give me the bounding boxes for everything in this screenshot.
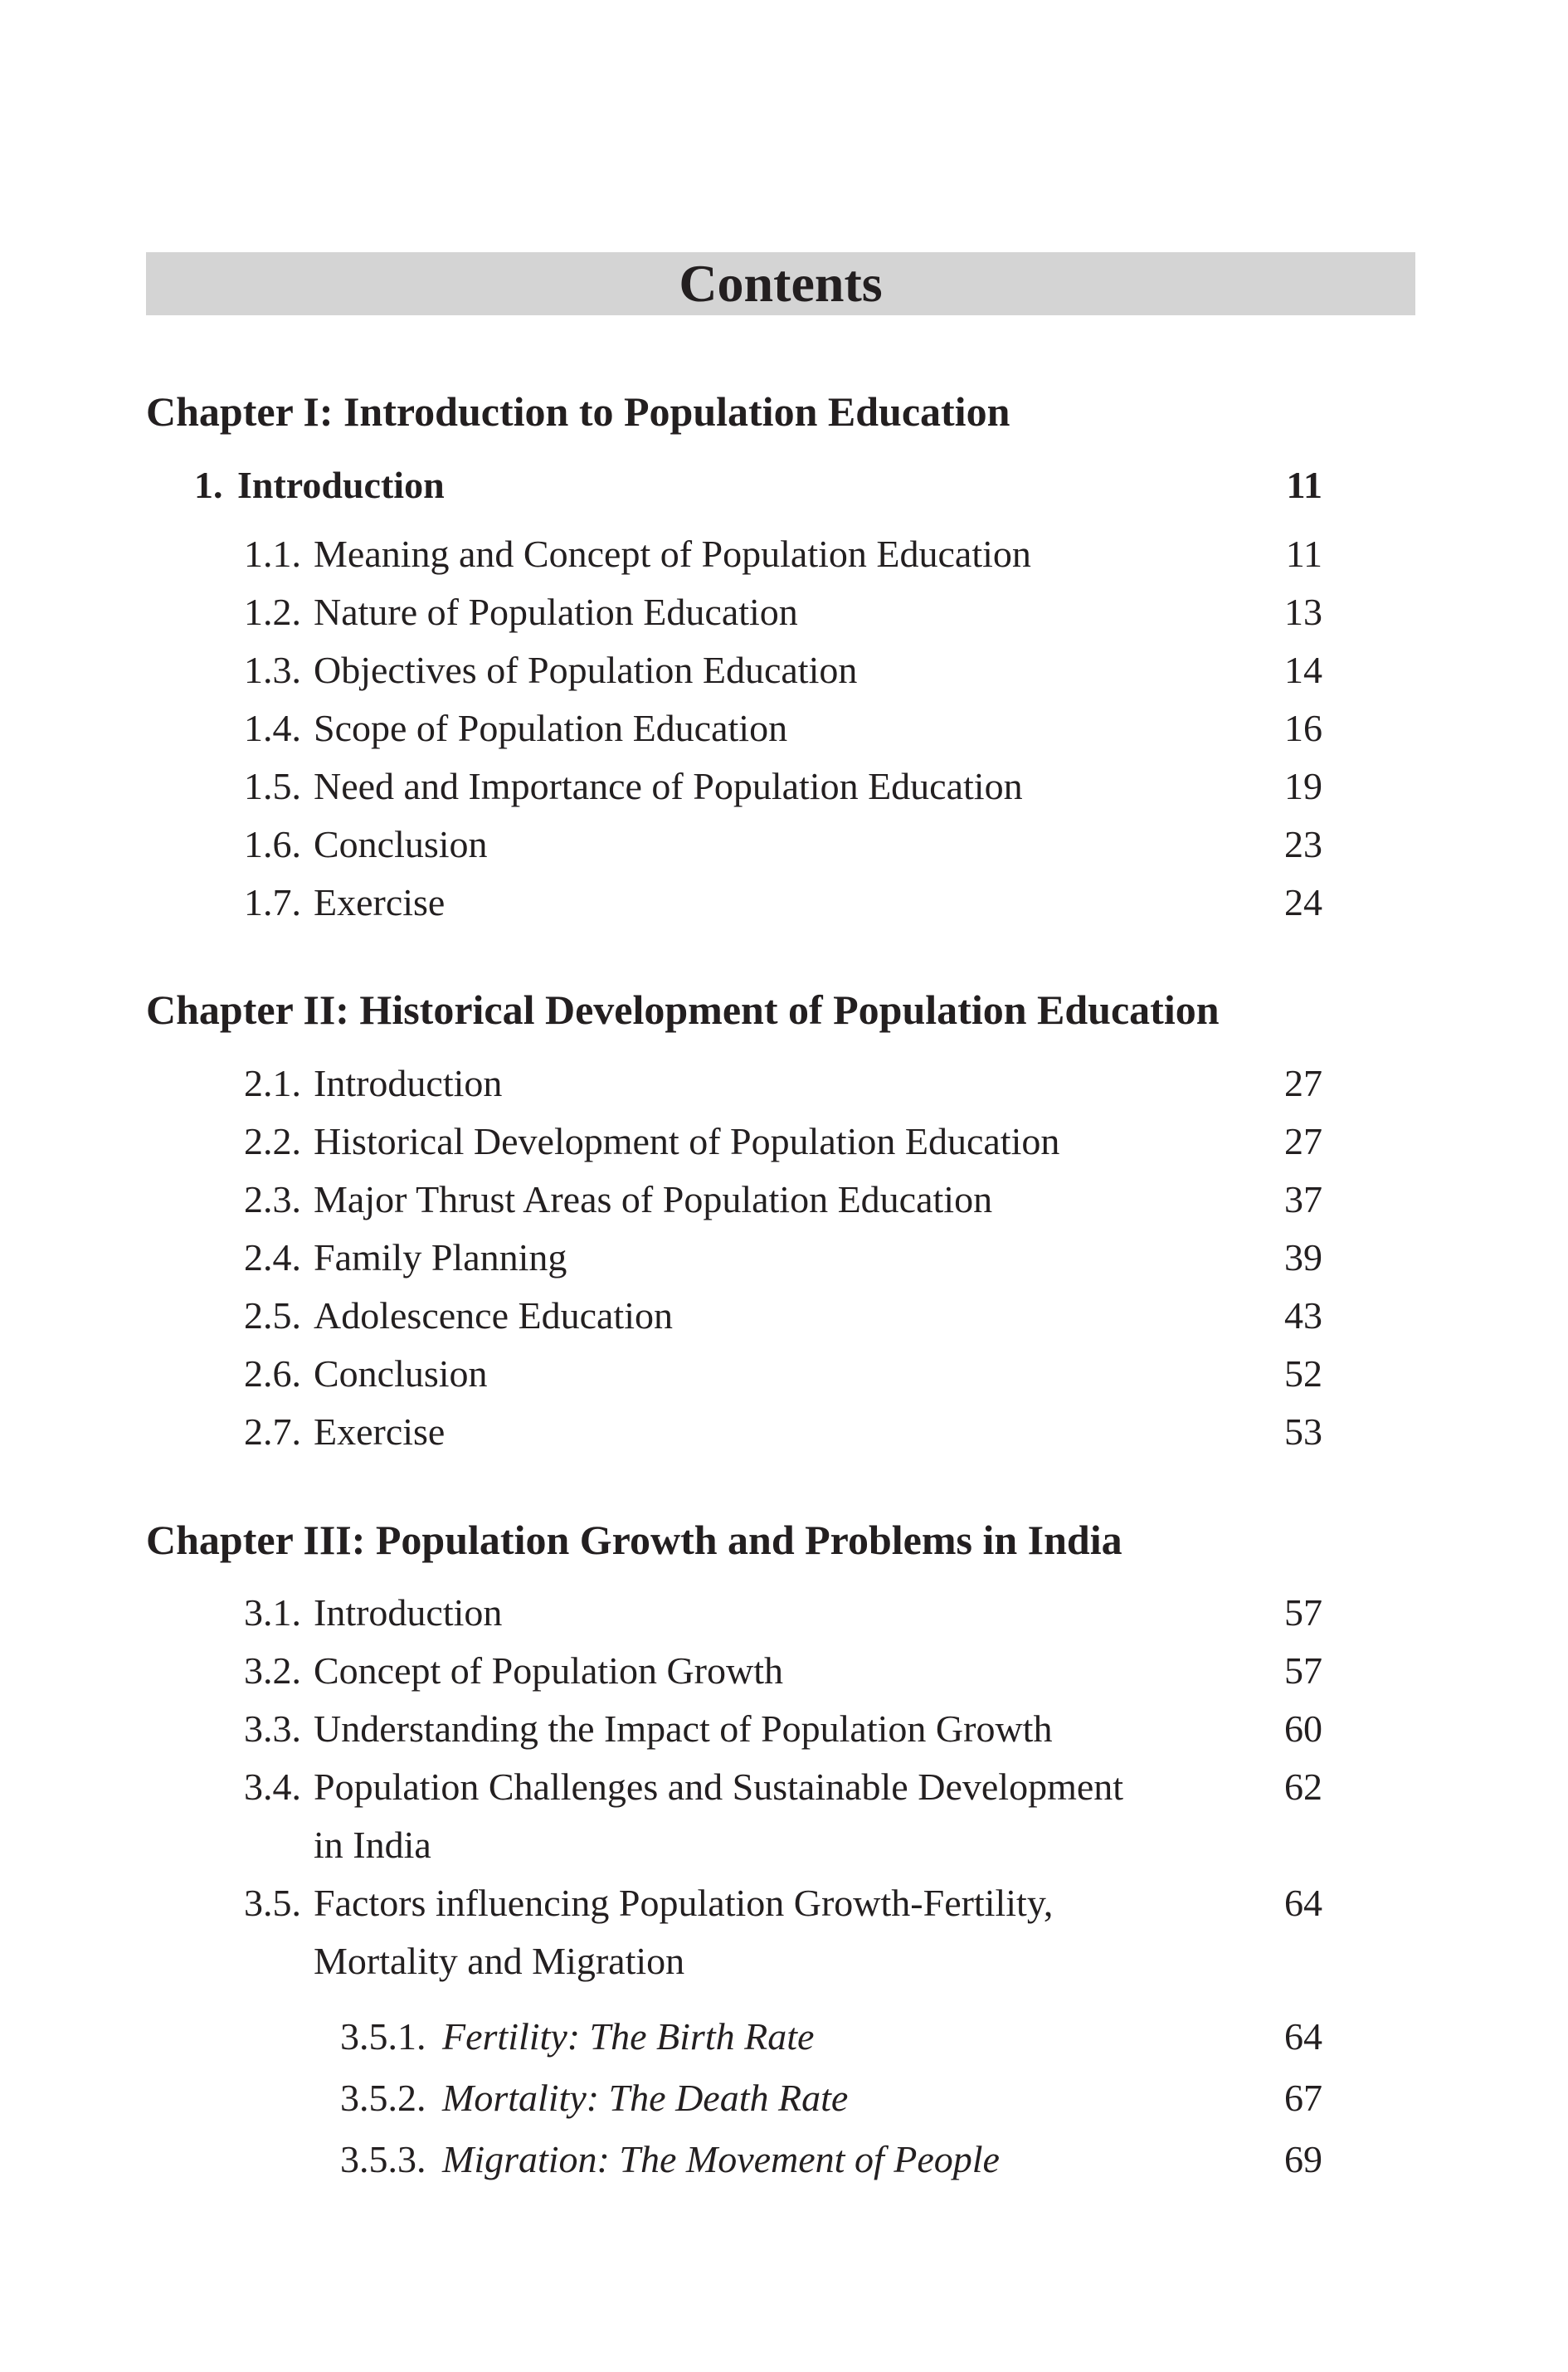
entry-page: 62 bbox=[1284, 1766, 1322, 1808]
entry-title-continuation: Mortality and Migration bbox=[314, 1940, 685, 1982]
entry-title: Introduction bbox=[237, 464, 445, 506]
entry-page: 69 bbox=[1284, 2138, 1322, 2180]
entry-title: Objectives of Population Education bbox=[314, 649, 858, 691]
entry-number: 3.5.3. bbox=[340, 2138, 426, 2180]
entry-number: 2.3. bbox=[244, 1178, 301, 1220]
entry-page: 43 bbox=[1284, 1294, 1322, 1337]
entry-number: 2.6. bbox=[244, 1352, 301, 1395]
entry-page: 60 bbox=[1284, 1707, 1322, 1750]
entry-number: 3.2. bbox=[244, 1649, 301, 1692]
entry-page: 16 bbox=[1284, 707, 1322, 749]
entry-page: 24 bbox=[1284, 881, 1322, 923]
entry-number: 2.4. bbox=[244, 1236, 301, 1279]
entry-title: Meaning and Concept of Population Education bbox=[314, 533, 1031, 575]
entry-page: 67 bbox=[1284, 2077, 1322, 2119]
entry-title: Understanding the Impact of Population Growth bbox=[314, 1707, 1053, 1750]
entry-number: 3.5.2. bbox=[340, 2077, 426, 2119]
entry-title: Introduction bbox=[314, 1591, 503, 1634]
entry-number: 1.4. bbox=[244, 707, 301, 749]
entry-page: 57 bbox=[1284, 1649, 1322, 1692]
page-title: Contents bbox=[146, 252, 1415, 315]
entry-page: 37 bbox=[1284, 1178, 1322, 1220]
chapter-1-title: Chapter I: Introduction to Population Education bbox=[146, 388, 1010, 435]
entry-number: 3.4. bbox=[244, 1766, 301, 1808]
entry-number: 2.2. bbox=[244, 1120, 301, 1162]
entry-title: Introduction bbox=[314, 1062, 503, 1104]
entry-title: Major Thrust Areas of Population Education bbox=[314, 1178, 993, 1220]
entry-title: Population Challenges and Sustainable Development bbox=[314, 1766, 1124, 1808]
entry-page: 27 bbox=[1284, 1120, 1322, 1162]
entry-title: Exercise bbox=[314, 1410, 446, 1453]
entry-page: 19 bbox=[1284, 765, 1322, 807]
entry-title: Need and Importance of Population Education bbox=[314, 765, 1023, 807]
entry-title: Factors influencing Population Growth-Fertility, bbox=[314, 1882, 1054, 1924]
entry-title: Exercise bbox=[314, 881, 446, 923]
entry-number: 3.3. bbox=[244, 1707, 301, 1750]
entry-title: Concept of Population Growth bbox=[314, 1649, 783, 1692]
entry-title: Nature of Population Education bbox=[314, 591, 798, 633]
entry-title: Historical Development of Population Education bbox=[314, 1120, 1060, 1162]
entry-page: 11 bbox=[1285, 533, 1322, 575]
entry-title: Family Planning bbox=[314, 1236, 567, 1279]
entry-number: 1.7. bbox=[244, 881, 301, 923]
entry-page: 64 bbox=[1284, 2015, 1322, 2058]
entry-page: 57 bbox=[1284, 1591, 1322, 1634]
chapter-3-title: Chapter III: Population Growth and Problems in India bbox=[146, 1517, 1122, 1563]
entry-page: 39 bbox=[1284, 1236, 1322, 1279]
entry-number: 3.5.1. bbox=[340, 2015, 426, 2058]
entry-page: 11 bbox=[1286, 464, 1322, 506]
entry-title: Conclusion bbox=[314, 823, 488, 865]
entry-number: 1. bbox=[194, 464, 223, 506]
entry-page: 64 bbox=[1284, 1882, 1322, 1924]
entry-page: 53 bbox=[1284, 1410, 1322, 1453]
entry-number: 1.1. bbox=[244, 533, 301, 575]
entry-page: 27 bbox=[1284, 1062, 1322, 1104]
chapter-2-title: Chapter II: Historical Development of Population Education bbox=[146, 986, 1220, 1033]
entry-title: Conclusion bbox=[314, 1352, 488, 1395]
entry-title: Scope of Population Education bbox=[314, 707, 788, 749]
entry-number: 2.1. bbox=[244, 1062, 301, 1104]
entry-page: 52 bbox=[1284, 1352, 1322, 1395]
entry-number: 3.1. bbox=[244, 1591, 301, 1634]
entry-page: 23 bbox=[1284, 823, 1322, 865]
entry-number: 1.6. bbox=[244, 823, 301, 865]
entry-number: 1.3. bbox=[244, 649, 301, 691]
entry-number: 1.5. bbox=[244, 765, 301, 807]
entry-number: 2.5. bbox=[244, 1294, 301, 1337]
entry-number: 1.2. bbox=[244, 591, 301, 633]
entry-title: Migration: The Movement of People bbox=[442, 2138, 1000, 2180]
entry-page: 13 bbox=[1284, 591, 1322, 633]
entry-title: Adolescence Education bbox=[314, 1294, 673, 1337]
entry-number: 2.7. bbox=[244, 1410, 301, 1453]
entry-title-continuation: in India bbox=[314, 1824, 431, 1866]
entry-title: Mortality: The Death Rate bbox=[442, 2077, 849, 2119]
entry-number: 3.5. bbox=[244, 1882, 301, 1924]
entry-title: Fertility: The Birth Rate bbox=[442, 2015, 815, 2058]
entry-page: 14 bbox=[1284, 649, 1322, 691]
